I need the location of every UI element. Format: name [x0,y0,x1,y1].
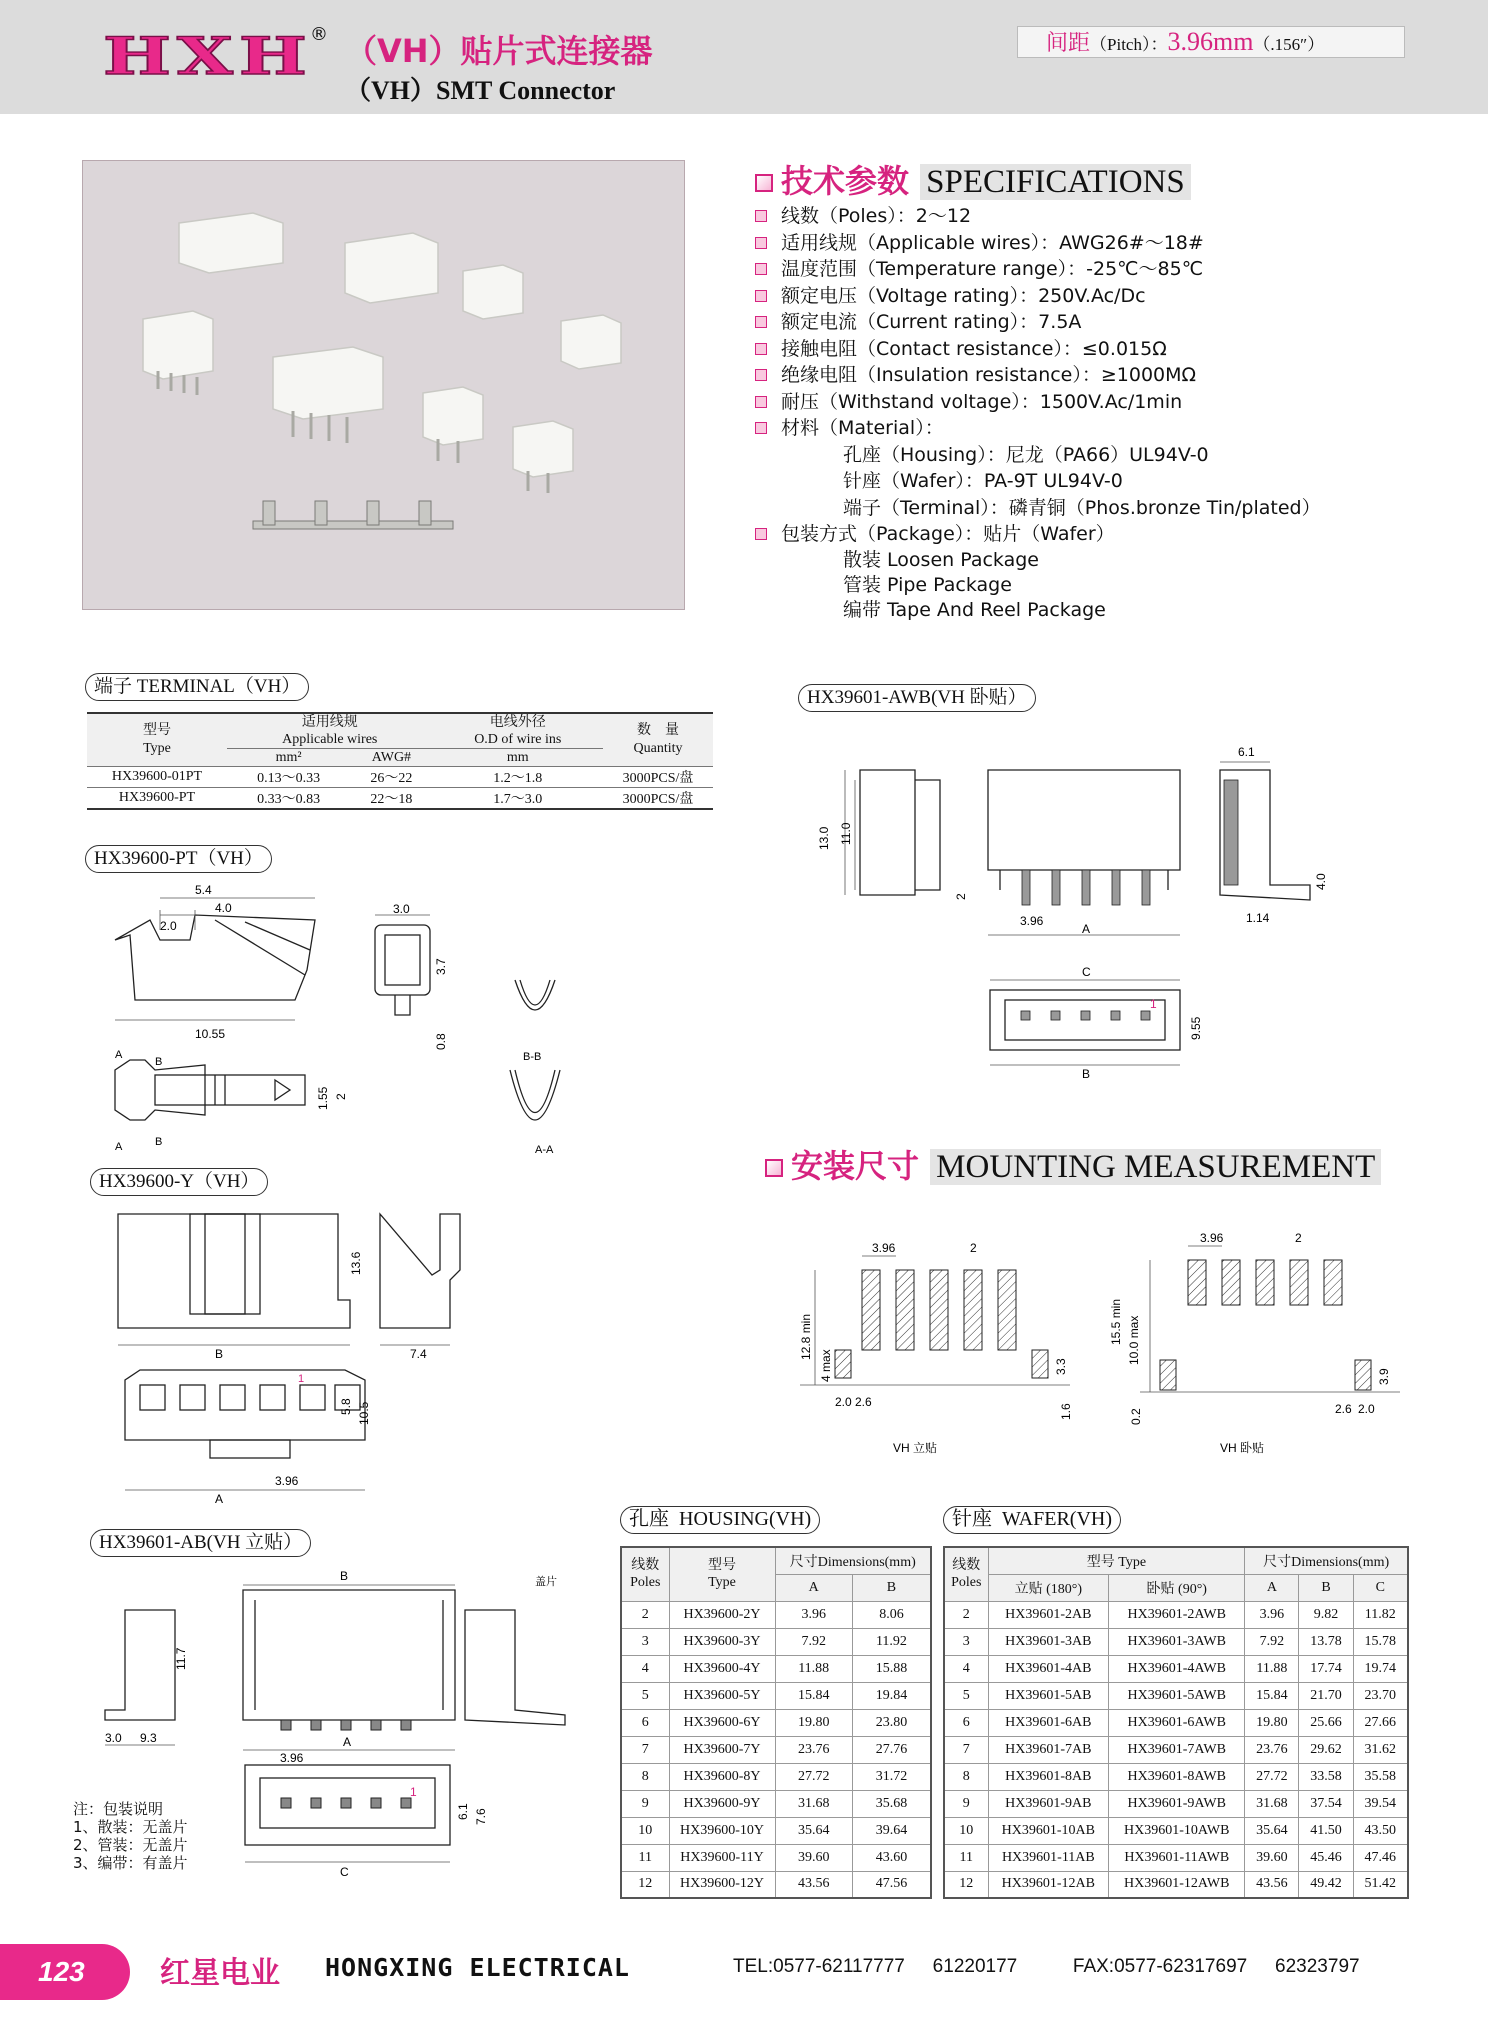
page-title-cn: （VH）贴片式连接器 [345,32,653,70]
dim-0-8: 0.8 [434,1033,448,1050]
table-row [621,1763,931,1790]
bullet-icon [755,396,767,408]
dim-13-0: 13.0 [817,826,831,850]
dim-3-96: 3.96 [280,1751,304,1765]
section-mark-b: B [155,1056,163,1068]
table-cell: HX39601-3AWB [1109,1628,1245,1655]
table-row [621,1709,931,1736]
bullet-icon [755,369,767,381]
connector-photo-illustration [83,161,686,611]
dim-10-55: 10.55 [195,1027,226,1041]
pitch-label-en: （Pitch）： [1090,35,1168,54]
dim-5-4: 5.4 [195,883,212,897]
table-cell: 11.82 [1353,1601,1408,1628]
spec-item: 额定电压（Voltage rating）：250V.Ac/Dc [755,283,1455,310]
page-title-en: （VH）SMT Connector [345,76,616,105]
table-cell: 19.74 [1353,1655,1408,1682]
table-cell: HX39600-12Y [669,1871,775,1898]
table-cell: HX39600-10Y [669,1817,775,1844]
spec-list [755,203,1455,623]
dim-4-0: 4.0 [1314,873,1328,890]
table-cell: 3 [621,1628,669,1655]
spec-item: 额定电流（Current rating）：7.5A [755,309,1455,336]
bullet-icon [755,237,767,249]
table-cell: HX39601-7AWB [1109,1736,1245,1763]
dim-12-8-min: 12.8 min [799,1313,813,1360]
table-cell: 3 [944,1628,988,1655]
dim-pitch-right: 3.96 [1200,1231,1224,1245]
dim-1-6: 1.6 [1059,1403,1073,1420]
dim-9-3: 9.3 [140,1731,157,1745]
table-cell: 25.66 [1299,1709,1353,1736]
dim-1-55: 1.55 [316,1086,330,1110]
table-cell: 13.78 [1299,1628,1353,1655]
section-bullet-icon [765,1159,783,1177]
table-cell: HX39601-11AWB [1109,1844,1245,1871]
spec-item: 适用线规（Applicable wires）：AWG26#～18# [755,230,1455,257]
table-cell: 17.74 [1299,1655,1353,1682]
table-cell: 27.72 [775,1763,852,1790]
th-mm2: mm² [227,749,350,767]
dim-5-8: 5.8 [339,1398,353,1415]
dim-2-6: 2.6 [855,1395,872,1409]
table-cell: 9 [621,1790,669,1817]
table-cell: HX39601-10AWB [1109,1817,1245,1844]
brand-logo: HXH [103,24,313,87]
table-cell: 35.58 [1353,1763,1408,1790]
specifications-heading [755,156,1191,202]
table-cell: 31.68 [775,1790,852,1817]
bullet-icon [755,316,767,328]
table-cell: 11 [621,1844,669,1871]
table-cell: HX39600-7Y [669,1736,775,1763]
table-cell: 33.58 [1299,1763,1353,1790]
table-row [944,1601,1408,1628]
table-cell: 10 [944,1817,988,1844]
table-cell: HX39600-3Y [669,1628,775,1655]
table-cell: 19.80 [775,1709,852,1736]
dim-1-14: 1.14 [1246,911,1270,925]
table-cell: 41.50 [1299,1817,1353,1844]
housing-drawing [110,1200,480,1510]
table-cell: 27.66 [1353,1709,1408,1736]
table-row: HX39600-01PT 0.13～0.33 26～22 1.2～1.8 3000PCS/盘 [87,767,713,788]
dim-a: A [343,1735,352,1749]
table-cell: HX39600-6Y [669,1709,775,1736]
spec-item: 温度范围（Temperature range）：-25℃～85℃ [755,256,1455,283]
wafer-awb-label: HX39601-AWB(VH 卧贴） [798,684,1036,712]
table-cell: 27.76 [852,1736,931,1763]
table-cell: HX39601-8AB [988,1763,1109,1790]
table-cell: 7.92 [1245,1628,1299,1655]
table-cell: 12 [944,1871,988,1898]
th-od-cn: 电线外径 [489,715,546,730]
table-cell: 8 [944,1763,988,1790]
table-row [944,1871,1408,1898]
dim-13-6: 13.6 [349,1251,363,1275]
table-cell: HX39601-5AWB [1109,1682,1245,1709]
table-cell: 7 [621,1736,669,1763]
table-row [621,1817,931,1844]
table-cell: 47.56 [852,1871,931,1898]
material-housing: 孔座（Housing）：尼龙（PA66）UL94V-0 [843,443,1209,466]
pt-label: HX39600-PT（VH） [85,845,272,873]
bullet-icon [755,422,767,434]
dim-2-0: 2.0 [160,919,177,933]
table-cell: 27.72 [1245,1763,1299,1790]
table-cell: 51.42 [1353,1871,1408,1898]
table-row: HX39600-PT 0.33～0.83 22～18 1.7～3.0 3000PCS/盘 [87,788,713,810]
table-cell: 29.62 [1299,1736,1353,1763]
table-cell: 11.92 [852,1628,931,1655]
note-line: 3、编带：有盖片 [73,1854,188,1872]
table-cell: 21.70 [1299,1682,1353,1709]
table-cell: HX39601-12AB [988,1871,1109,1898]
table-cell: HX39601-4AB [988,1655,1109,1682]
dim-a: A [215,1492,224,1506]
table-row [944,1628,1408,1655]
dim-6-1: 6.1 [1238,745,1255,759]
table-cell: 39.60 [775,1844,852,1871]
th-type-cn: 型号 [143,723,171,738]
table-cell: HX39601-2AWB [1109,1601,1245,1628]
dim-7-4: 7.4 [410,1347,427,1361]
pin-one-mark: 1 [1150,997,1157,1011]
dim-3-7: 3.7 [434,958,448,975]
table-cell: 5 [944,1682,988,1709]
table-cell: 2 [621,1601,669,1628]
dim-c: C [340,1865,349,1879]
dim-10-5: 10.5 [357,1401,371,1425]
dim-3-9: 3.9 [1377,1368,1391,1385]
table-cell: 8 [621,1763,669,1790]
pitch-value: 3.96mm [1167,27,1254,56]
table-cell: 45.46 [1299,1844,1353,1871]
terminal-label: 端子 TERMINAL（VH） [85,673,309,701]
dim-b: B [1082,1067,1091,1081]
spec-item: 材料（Material）： [755,415,1455,442]
section-a-a: A-A [535,1144,554,1156]
housing-table: 线数 Poles 型号 Type 尺寸Dimensions(mm) A B 2 HX39600-2Y 3.96 8.06 3 HX39600-3Y 7.92 11.92 4 HX39600-4Y 11.88 15.88 5 HX39600-5Y 15.84 19.84 6 HX39600-6Y 19.80 23.80 7 HX39600-7Y 23.76 27.76 8 HX39600-8Y 27.72 31.72 9 HX39600-9Y 31.68 35.68 10 HX39600-10Y 35.64 39.64 11 HX39600-11Y 39.60 43.60 12 HX39600-12Y 43.56 47.56 [620,1546,932,1899]
table-row [621,1790,931,1817]
table-cell: 15.84 [775,1682,852,1709]
th-qty-en: Quantity [633,741,683,756]
pitch-inch: （.156″） [1253,35,1325,54]
table-row [621,1601,931,1628]
note-line: 1、散装：无盖片 [73,1818,188,1836]
table-cell: 15.78 [1353,1628,1408,1655]
table-cell: 23.80 [852,1709,931,1736]
wafer-awb-drawing [810,740,1340,1090]
table-cell: 39.60 [1245,1844,1299,1871]
table-cell: 2 [944,1601,988,1628]
page-number: 123 [0,1944,130,2000]
table-cell: 6 [944,1709,988,1736]
bullet-icon [755,343,767,355]
dim-11-0: 11.0 [839,822,853,845]
cover-plate-label: 盖片 [535,1576,557,1588]
table-cell: 39.64 [852,1817,931,1844]
pitch-badge [1017,26,1405,58]
bullet-icon [755,528,767,540]
th-qty-cn: 数 量 [637,723,679,738]
table-cell: 9.82 [1299,1601,1353,1628]
table-cell: HX39601-5AB [988,1682,1109,1709]
terminal-drawing [95,880,595,1160]
table-row [944,1817,1408,1844]
table-row [621,1655,931,1682]
package-tape: 编带 Tape And Reel Package [843,598,1106,621]
table-cell: HX39601-12AWB [1109,1871,1245,1898]
dim-15-5-min: 15.5 min [1109,1298,1123,1345]
table-row [944,1682,1408,1709]
th-wires-en: Applicable wires [282,732,378,747]
company-name-en: HONGXING ELECTRICAL [325,1953,630,1982]
th-mm: mm [433,749,604,767]
table-cell: 39.54 [1353,1790,1408,1817]
table-row [944,1790,1408,1817]
table-cell: 35.68 [852,1790,931,1817]
table-cell: 15.84 [1245,1682,1299,1709]
table-cell: HX39601-9AWB [1109,1790,1245,1817]
package-note [73,1800,188,1872]
table-cell: 19.80 [1245,1709,1299,1736]
pin-one-mark: 1 [298,1373,305,1385]
dim-3-0: 3.0 [393,902,410,916]
th-type-en: Type [143,741,171,756]
caption-horizontal-smt: VH 卧贴 [1220,1441,1265,1455]
dim-3-3: 3.3 [1054,1358,1068,1375]
table-cell: HX39601-6AB [988,1709,1109,1736]
table-cell: 49.42 [1299,1871,1353,1898]
table-cell: 43.50 [1353,1817,1408,1844]
table-cell: HX39601-3AB [988,1628,1109,1655]
table-cell: 37.54 [1299,1790,1353,1817]
section-mark-b-bottom: B [155,1136,163,1148]
table-cell: 15.88 [852,1655,931,1682]
table-cell: 8.06 [852,1601,931,1628]
dim-9-55: 9.55 [1189,1016,1203,1040]
dim-11-7: 11.7 [174,1647,188,1670]
table-cell: HX39600-11Y [669,1844,775,1871]
table-cell: 23.76 [1245,1736,1299,1763]
table-cell: 4 [621,1655,669,1682]
mounting-heading-cn: 安装尺寸 [791,1147,920,1185]
section-mark-a: A [115,1049,123,1061]
table-cell: HX39601-4AWB [1109,1655,1245,1682]
material-wafer: 针座（Wafer）：PA-9T UL94V-0 [843,470,1123,492]
wafer-table: 线数 Poles 型号 Type 尺寸Dimensions(mm) 立贴 (180°) 卧贴 (90°) A B C 2 HX39601-2AB HX39601-2AWB 3.96 9.82 11.82 3 HX39601-3AB HX39601-3AWB 7.92 13.78 15.78 4 HX39601-4AB HX39601-4AWB 11.88 17.74 19.74 5 HX39601-5AB HX39601-5AWB 15.84 21.70 23.70 6 HX39601-6AB HX39601-6AWB 19.80 25.66 27.66 7 HX39601-7AB HX39601-7AWB 23.76 29.62 31.62 8 HX39601-8AB HX39601-8AWB 27.72 33.58 35.58 9 HX39601-9AB HX39601-9AWB 31.68 37.54 39.54 10 HX39601-10AB HX39601-10AWB 35.64 41.50 43.50 11 HX39601-11AB HX39601-11AWB 39.60 45.46 47.46 12 HX39601-12AB HX39601-12AWB 43.56 49.42 51.42 [943,1546,1409,1899]
table-cell: HX39600-5Y [669,1682,775,1709]
section-b-b: B-B [523,1051,542,1063]
dim-c: C [1082,965,1091,979]
dim-b: B [215,1347,224,1361]
spec-item-package: 包装方式（Package）：贴片（Wafer） [755,521,1455,548]
company-name-cn: 红星电业 [160,1956,280,1991]
table-cell: 6 [621,1709,669,1736]
note-line: 注：包装说明 [73,1800,164,1818]
table-row [944,1709,1408,1736]
wafer-table-body [944,1601,1408,1898]
table-row [621,1628,931,1655]
dim-2: 2 [954,893,968,900]
wafer-table-label: 针座 WAFER(VH) [943,1506,1121,1534]
table-cell: 4 [944,1655,988,1682]
table-cell: HX39601-7AB [988,1736,1109,1763]
table-cell: 43.60 [852,1844,931,1871]
table-cell: HX39600-9Y [669,1790,775,1817]
product-photo [82,160,685,610]
table-cell: HX39601-8AWB [1109,1763,1245,1790]
housing-label: HX39600-Y（VH） [90,1168,268,1196]
table-cell: 3.96 [775,1601,852,1628]
wafer-ab-label: HX39601-AB(VH 立贴） [90,1529,311,1557]
mounting-heading-en: MOUNTING MEASUREMENT [930,1149,1381,1185]
table-cell: 12 [621,1871,669,1898]
package-pipe: 管装 Pipe Package [843,573,1012,596]
dim-4-0: 4.0 [215,901,232,915]
table-cell: 3.96 [1245,1601,1299,1628]
table-cell: 35.64 [1245,1817,1299,1844]
table-cell: 43.56 [775,1871,852,1898]
table-cell: HX39601-6AWB [1109,1709,1245,1736]
housing-table-body [621,1601,931,1898]
dim-2-6-right: 2.6 [1335,1402,1352,1416]
section-mark-a-bottom: A [115,1141,123,1153]
table-cell: 10 [621,1817,669,1844]
table-cell: 11.88 [1245,1655,1299,1682]
th-awg: AWG# [350,749,432,767]
bullet-icon [755,210,767,222]
spec-item: 线数（Poles）：2～12 [755,203,1455,230]
specifications-heading-cn: 技术参数 [781,162,910,200]
table-cell: 23.76 [775,1736,852,1763]
section-bullet-icon [755,174,773,192]
dim-pitch-left: 3.96 [872,1241,896,1255]
table-row [944,1763,1408,1790]
spec-item: 耐压（Withstand voltage）：1500V.Ac/1min [755,389,1455,416]
table-cell: 31.72 [852,1763,931,1790]
table-cell: HX39601-2AB [988,1601,1109,1628]
contact-info: TEL:0577-62117777 61220177 FAX:0577-62317697 62323797 [733,1956,1360,1977]
dim-2: 2 [334,1093,348,1100]
housing-table-label: 孔座 HOUSING(VH) [620,1506,820,1534]
bullet-icon [755,263,767,275]
table-cell: 11 [944,1844,988,1871]
table-cell: HX39600-2Y [669,1601,775,1628]
table-cell: HX39600-8Y [669,1763,775,1790]
table-row [621,1682,931,1709]
spec-item: 绝缘电阻（Insulation resistance）：≥1000MΩ [755,362,1455,389]
dim-pad-right: 2 [1295,1231,1302,1245]
dim-4-max: 4 max [819,1349,833,1382]
dim-3-0: 3.0 [105,1731,122,1745]
dim-3-96: 3.96 [275,1474,299,1488]
table-cell: HX39600-4Y [669,1655,775,1682]
th-od-en: O.D of wire ins [474,732,562,747]
package-loose: 散装 Loosen Package [843,548,1039,571]
table-cell: HX39601-11AB [988,1844,1109,1871]
caption-vertical-smt: VH 立贴 [893,1441,938,1455]
table-cell: 19.84 [852,1682,931,1709]
mounting-drawing [780,1220,1440,1470]
table-cell: HX39601-9AB [988,1790,1109,1817]
dim-b: B [340,1570,349,1583]
table-row [621,1844,931,1871]
terminal-table [87,712,713,810]
dim-6-1: 6.1 [456,1803,470,1820]
dim-a: A [1082,922,1091,936]
table-cell: 7.92 [775,1628,852,1655]
note-line: 2、管装：无盖片 [73,1836,188,1854]
table-cell: 47.46 [1353,1844,1408,1871]
dim-0-2: 0.2 [1129,1408,1143,1425]
table-cell: 31.68 [1245,1790,1299,1817]
dim-10-0-max: 10.0 max [1127,1315,1141,1365]
dim-2-0: 2.0 [835,1395,852,1409]
pitch-label-cn: 间距 [1046,31,1091,56]
table-cell: HX39601-10AB [988,1817,1109,1844]
spec-item: 接触电阻（Contact resistance）：≤0.015Ω [755,336,1455,363]
dim-2-0-right: 2.0 [1358,1402,1375,1416]
dim-pad-left: 2 [970,1241,977,1255]
dim-3-96: 3.96 [1020,914,1044,928]
specifications-heading-en: SPECIFICATIONS [920,164,1191,200]
table-cell: 43.56 [1245,1871,1299,1898]
table-cell: 5 [621,1682,669,1709]
table-row [944,1844,1408,1871]
table-row [621,1736,931,1763]
table-row [621,1871,931,1898]
registered-mark: ® [310,24,328,45]
th-wires-cn: 适用线规 [301,715,358,730]
table-row [944,1655,1408,1682]
pin-one-mark: 1 [410,1785,417,1799]
table-cell: 7 [944,1736,988,1763]
table-cell: 11.88 [775,1655,852,1682]
table-cell: 9 [944,1790,988,1817]
bullet-icon [755,290,767,302]
table-cell: 31.62 [1353,1736,1408,1763]
material-terminal: 端子（Terminal）：磷青铜（Phos.bronze Tin/plated） [843,496,1321,519]
dim-7-6: 7.6 [474,1808,488,1825]
table-cell: 23.70 [1353,1682,1408,1709]
table-cell: 35.64 [775,1817,852,1844]
mounting-heading [765,1141,1381,1187]
table-row [944,1736,1408,1763]
